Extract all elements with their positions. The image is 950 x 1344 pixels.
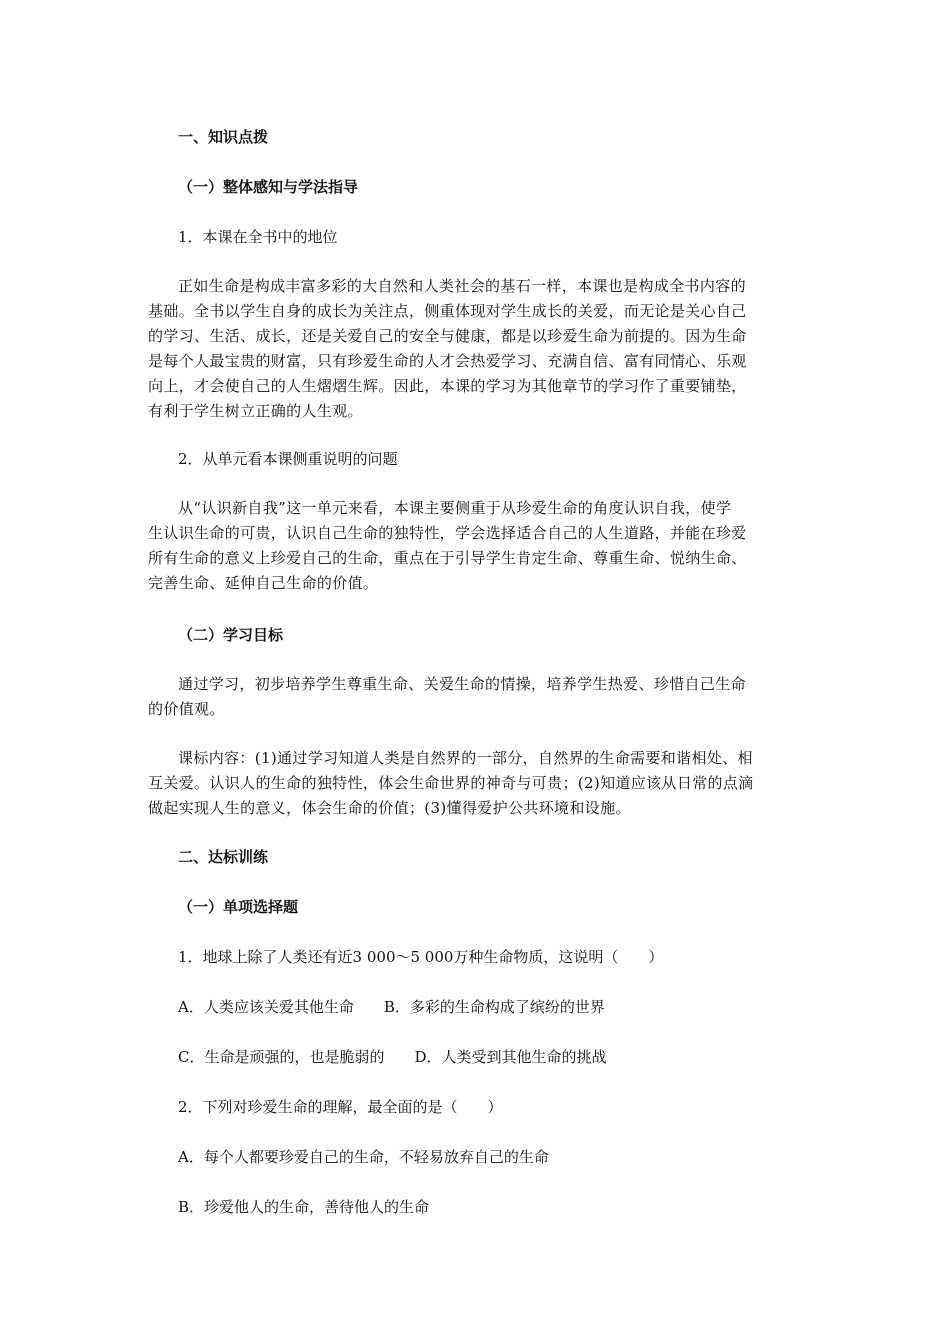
paragraph-line: 的学习、生活、成长，还是关爱自己的安全与健康，都是以珍爱生命为前提的。因为生命 [148, 327, 747, 345]
subsection-heading-goals: （二）学习目标 [178, 626, 284, 644]
paragraph-line: 向上，才会使自己的人生熠熠生辉。因此，本课的学习为其他章节的学习作了重要铺垫， [148, 377, 747, 395]
subsection-heading-single-choice: （一）单项选择题 [178, 898, 299, 916]
paragraph-line: 正如生命是构成丰富多彩的大自然和人类社会的基石一样，本课也是构成全书内容的 [178, 277, 746, 295]
paragraph-line: 有利于学生树立正确的人生观。 [148, 402, 363, 420]
subsection-heading-overview: （一）整体感知与学法指导 [178, 178, 359, 196]
question-1-stem: 1．地球上除了人类还有近3 000～5 000万种生命物质，这说明（ ） [178, 948, 664, 966]
section-heading-knowledge: 一、知识点拨 [178, 128, 269, 146]
question-2-stem: 2．下列对珍爱生命的理解，最全面的是（ ） [178, 1098, 503, 1116]
paragraph-curriculum-standard [148, 746, 754, 821]
paragraph-line: 基础。全书以学生自身的成长为关注点，侧重体现对学生成长的关爱，而无论是关心自己 [148, 302, 747, 320]
paragraph-line: 从“认识新自我”这一单元来看，本课主要侧重于从珍爱生命的角度认识自我，使学 [178, 499, 732, 517]
paragraph-line: 是每个人最宝贵的财富，只有珍爱生命的人才会热爱学习、充满自信、富有同情心、乐观 [148, 352, 747, 370]
paragraph-goals [148, 672, 746, 722]
paragraph-line: 互关爱。认识人的生命的独特性，体会生命世界的神奇与可贵；(2)知道应该从日常的点滴 [148, 774, 754, 792]
paragraph-line: 的价值观。 [148, 700, 225, 718]
paragraph-line: 通过学习，初步培养学生尊重生命、关爱生命的情操，培养学生热爱、珍惜自己生命 [178, 675, 746, 693]
question-1-options-cd: C．生命是顽强的，也是脆弱的 D．人类受到其他生命的挑战 [178, 1048, 607, 1066]
paragraph-line: 课标内容：(1)通过学习知道人类是自然界的一部分，自然界的生命需要和谐相处、相 [178, 749, 753, 767]
paragraph-line: 做起实现人生的意义，体会生命的价值；(3)懂得爱护公共环境和设施。 [148, 799, 631, 817]
paragraph-unit-focus [148, 496, 747, 596]
item-title-unit-focus: 2．从单元看本课侧重说明的问题 [178, 450, 398, 468]
paragraph-line: 完善生命、延伸自己生命的价值。 [148, 574, 379, 592]
paragraph-position [148, 274, 747, 424]
paragraph-line: 所有生命的意义上珍爱自己的生命，重点在于引导学生肯定生命、尊重生命、悦纳生命、 [148, 549, 747, 567]
question-1-options-ab: A．人类应该关爱其他生命 B．多彩的生命构成了缤纷的世界 [178, 998, 605, 1016]
question-2-option-b: B．珍爱他人的生命，善待他人的生命 [178, 1198, 430, 1216]
item-title-position: 1．本课在全书中的地位 [178, 228, 338, 246]
paragraph-line: 生认识生命的可贵，认识自己生命的独特性，学会选择适合自己的人生道路，并能在珍爱 [148, 524, 747, 542]
section-heading-training: 二、达标训练 [178, 848, 269, 866]
question-2-option-a: A．每个人都要珍爱自己的生命，不轻易放弃自己的生命 [178, 1148, 549, 1166]
